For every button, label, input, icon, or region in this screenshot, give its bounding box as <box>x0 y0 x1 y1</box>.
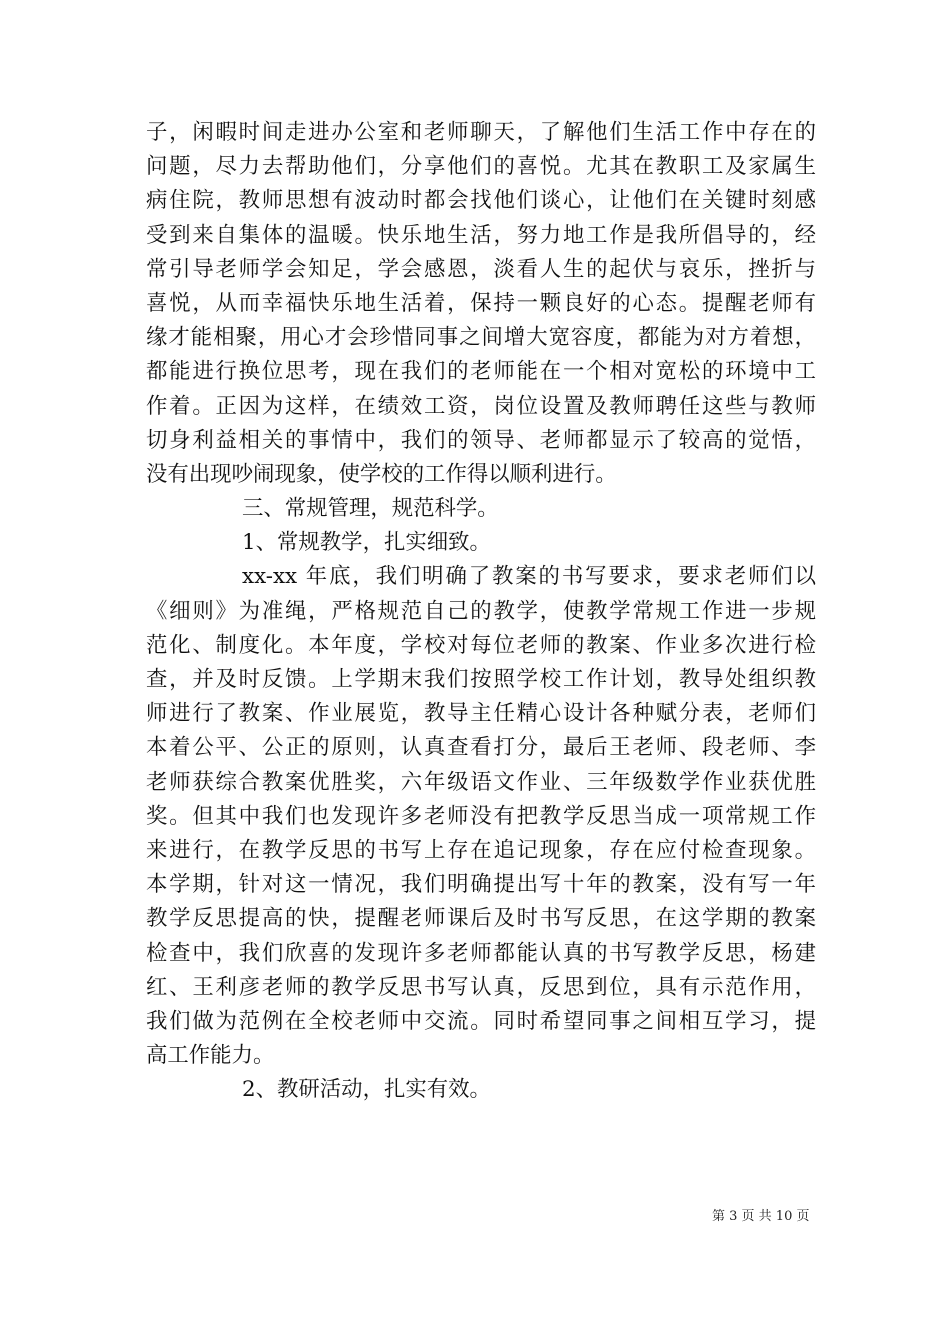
text-line: 我们做为范例在全校老师中交流。同时希望同事之间相互学习，提 <box>146 1008 816 1034</box>
text-line: 问题，尽力去帮助他们，分享他们的喜悦。尤其在教职工及家属生 <box>146 154 816 180</box>
text-line: 作着。正因为这样，在绩效工资，岗位设置及教师聘任这些与教师 <box>146 393 816 419</box>
text-line: 本着公平、公正的原则，认真查看打分，最后王老师、段老师、李 <box>146 735 816 761</box>
subsection-heading: 2、教研活动，扎实有效。 <box>242 1077 491 1103</box>
document-body <box>146 116 816 1107</box>
text-line: 本学期，针对这一情况，我们明确提出写十年的教案，没有写一年 <box>146 872 816 898</box>
subsection-heading: 1、常规教学，扎实细致。 <box>242 530 491 556</box>
text-line: 病住院，教师思想有波动时都会找他们谈心，让他们在关键时刻感 <box>146 188 816 214</box>
text-line: 切身利益相关的事情中，我们的领导、老师都显示了较高的觉悟， <box>146 427 816 453</box>
page-number: 第 3 页 共 10 页 <box>712 1209 810 1224</box>
text-line: 奖。但其中我们也发现许多老师没有把教学反思当成一项常规工作 <box>146 803 816 829</box>
text-line: 师进行了教案、作业展览，教导主任精心设计各种赋分表，老师们 <box>146 701 816 727</box>
text-line: 缘才能相聚，用心才会珍惜同事之间增大宽容度，都能为对方着想， <box>146 325 816 351</box>
text-line: 《细则》为准绳，严格规范自己的教学，使教学常规工作进一步规 <box>146 598 816 624</box>
text-line: 喜悦，从而幸福快乐地生活着，保持一颗良好的心态。提醒老师有 <box>146 290 816 316</box>
text-line: 没有出现吵闹现象，使学校的工作得以顺利进行。 <box>146 461 617 487</box>
text-line: 红、王利彦老师的教学反思书写认真，反思到位，具有示范作用， <box>146 974 816 1000</box>
text-line: 高工作能力。 <box>146 1043 275 1069</box>
text-line: 范化、制度化。本年度，学校对每位老师的教案、作业多次进行检 <box>146 632 816 658</box>
text-line: 教学反思提高的快，提醒老师课后及时书写反思，在这学期的教案 <box>146 906 816 932</box>
text-line: 查，并及时反馈。上学期末我们按照学校工作计划，教导处组织教 <box>146 667 816 692</box>
text-line: 老师获综合教案优胜奖，六年级语文作业、三年级数学作业获优胜 <box>146 769 816 795</box>
text-line: 都能进行换位思考，现在我们的老师能在一个相对宽松的环境中工 <box>146 359 816 385</box>
section-heading: 三、常规管理，规范科学。 <box>242 496 499 522</box>
text-line: xx-xx 年底，我们明确了教案的书写要求，要求老师们以 <box>242 564 816 590</box>
text-line: 来进行，在教学反思的书写上存在追记现象，存在应付检查现象。 <box>146 837 816 863</box>
text-line: 检查中，我们欣喜的发现许多老师都能认真的书写教学反思，杨建 <box>146 940 816 966</box>
text-line: 子，闲暇时间走进办公室和老师聊天，了解他们生活工作中存在的 <box>146 120 816 145</box>
text-line: 常引导老师学会知足，学会感恩，淡看人生的起伏与哀乐，挫折与 <box>146 256 816 282</box>
text-line: 受到来自集体的温暖。快乐地生活，努力地工作是我所倡导的，经 <box>146 222 816 248</box>
